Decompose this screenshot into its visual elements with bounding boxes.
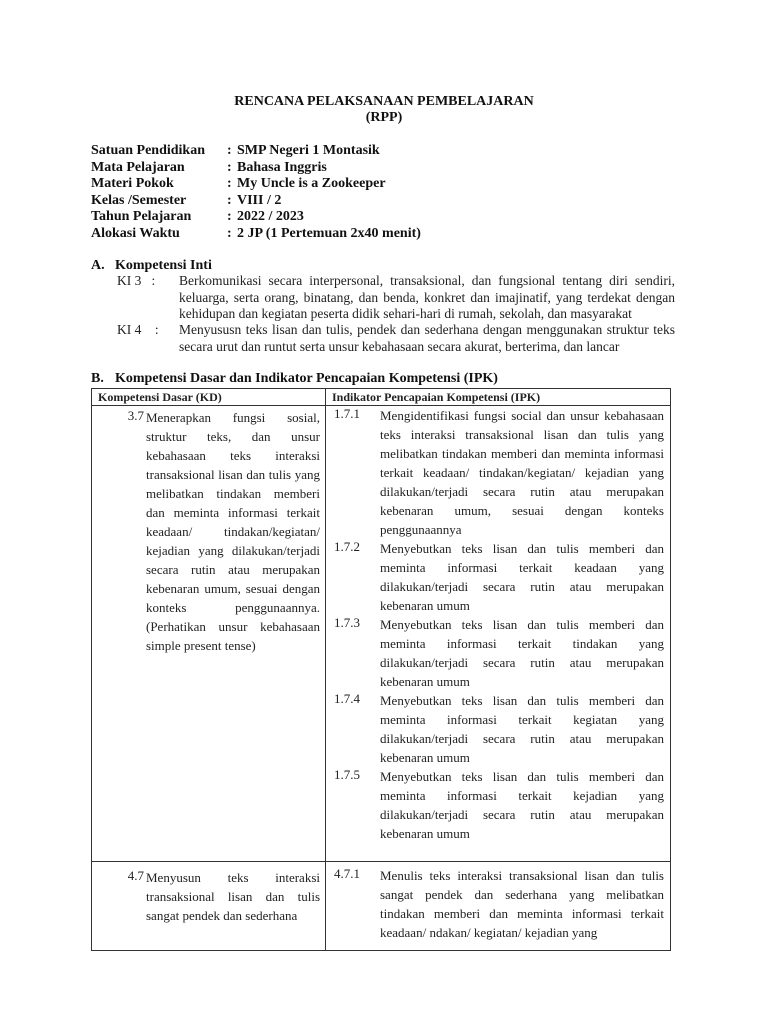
info-label: Satuan Pendidikan [91, 143, 205, 158]
identity-block [91, 143, 421, 242]
info-value: My Uncle is a Zookeeper [237, 176, 386, 191]
info-colon: : [227, 192, 232, 208]
ipk-text: Menyebutkan teks lisan dan tulis memberi dan meminta informasi terkait keadaan yang dilakukan/terjadi secara rutin atau merupakan kebenaran umum [380, 541, 664, 613]
info-row [91, 209, 421, 226]
info-label: Tahun Pelajaran [91, 209, 192, 224]
kd-number: 3.7 [127, 408, 144, 423]
table-row [92, 406, 671, 862]
info-colon: : [227, 176, 232, 191]
info-value: Bahasa Inggris [237, 159, 327, 175]
kd-text: Menyusun teks interaksi transaksional lisan dan tulis sangat pendek dan sederhana [146, 870, 320, 923]
table-header-kd: Kompetensi Dasar (KD) [92, 389, 326, 406]
kd-cell [92, 406, 326, 862]
ipk-cell [326, 406, 671, 862]
ki-text: Menyususn teks lisan dan tulis, pendek dan sederhana dengan menggunakan struktur teks secara urut dan runtut serta unsur kebahasaan secara akurat, berterima, dan lancar [179, 322, 675, 354]
info-colon: : [227, 209, 232, 224]
ipk-number: 1.7.3 [334, 615, 360, 630]
ipk-number: 1.7.4 [334, 691, 360, 706]
info-row [91, 193, 421, 210]
info-value: SMP Negeri 1 Montasik [237, 143, 380, 158]
section-a-heading [91, 258, 212, 274]
section-letter: A. [91, 258, 105, 273]
section-title: Kompetensi Inti [115, 258, 212, 273]
ki-code: KI 3 : [117, 273, 156, 288]
ipk-number: 4.7.1 [334, 866, 360, 881]
info-row [91, 143, 421, 160]
table-header-ipk: Indikator Pencapaian Kompetensi (IPK) [326, 389, 671, 406]
info-row [91, 176, 421, 193]
info-label: Mata Pelajaran [91, 159, 185, 175]
ipk-number: 1.7.5 [334, 767, 360, 782]
ipk-item [326, 615, 670, 691]
ipk-item [326, 406, 670, 539]
ipk-text: Menulis teks interaksi transaksional lisan dan tulis sangat pendek dan sederhana yang melibatkan tindakan memberi dan meminta informasi terkait keadaan/ ndakan/ kegiatan/ kejadian yang [380, 868, 664, 940]
ipk-item [326, 539, 670, 615]
ipk-text: Mengidentifikasi fungsi social dan unsur kebahasaan teks interaksi transaksional lisan dan tulis yang melibatkan tindakan memberi dan meminta informasi terkait keadaan/ tindakan/kegiatan/ kejadian yang dilakukan/terjadi secara rutin atau merupakan kebenaran umum, sesuai dengan konteks penggunaannya [380, 408, 664, 537]
ki-item [117, 322, 677, 356]
info-colon: : [227, 225, 232, 241]
section-letter: B. [91, 371, 104, 386]
info-value: 2022 / 2023 [237, 209, 304, 224]
competency-table [91, 388, 671, 951]
info-value: 2 JP (1 Pertemuan 2x40 menit) [237, 225, 421, 241]
section-title: Kompetensi Dasar dan Indikator Pencapaian Kompetensi (IPK) [115, 371, 498, 386]
info-label: Materi Pokok [91, 176, 174, 191]
kd-text: Menerapkan fungsi sosial, struktur teks, dan unsur kebahasaan teks interaksi transaksional lisan dan tulis yang melibatkan tindakan memberi dan meminta informasi terkait keadaan/ tindakan/kegiatan/ kejadian yang dilakukan/terjadi secara rutin atau merupakan kebenaran umum, sesuai dengan konteks penggunaannya. (Perhatikan unsur kebahasaan simple present tense) [146, 410, 320, 653]
ipk-item [326, 767, 670, 843]
info-colon: : [227, 159, 232, 175]
table-header-row [92, 389, 671, 406]
ipk-number: 1.7.2 [334, 539, 360, 554]
document-title: RENCANA PELAKSANAAN PEMBELAJARAN [234, 94, 534, 109]
info-value: VIII / 2 [237, 192, 282, 208]
ipk-text: Menyebutkan teks lisan dan tulis memberi dan meminta informasi terkait kegiatan yang dilakukan/terjadi secara rutin atau merupakan kebenaran umum [380, 693, 664, 765]
ipk-cell [326, 862, 671, 951]
ipk-text: Menyebutkan teks lisan dan tulis memberi dan meminta informasi terkait kejadian yang dilakukan/terjadi secara rutin atau merupakan kebenaran umum [380, 769, 664, 841]
kd-cell [92, 862, 326, 951]
info-row [91, 160, 421, 177]
info-row [91, 226, 421, 243]
ipk-item [326, 691, 670, 767]
ki-text: Berkomunikasi secara interpersonal, transaksional, dan fungsional tentang diri sendiri, keluarga, serta orang, binatang, dan benda, konkret dan imajinatif, yang terdekat dengan kehidupan dan kegiatan peserta didik sehari-hari di rumah, sekolah, dan masyarakat [179, 273, 675, 321]
info-colon: : [227, 143, 232, 158]
info-label: Kelas /Semester [91, 192, 187, 208]
info-label: Alokasi Waktu [91, 225, 180, 241]
ipk-number: 1.7.1 [334, 406, 360, 421]
ipk-text: Menyebutkan teks lisan dan tulis memberi dan meminta informasi terkait tindakan yang dilakukan/terjadi secara rutin atau merupakan kebenaran umum [380, 617, 664, 689]
ipk-item [326, 866, 670, 942]
document-subtitle: (RPP) [365, 110, 403, 125]
ki-item [117, 273, 677, 323]
section-b-heading [91, 371, 498, 387]
ki-code: KI 4 : [117, 322, 159, 337]
kd-number: 4.7 [127, 868, 144, 883]
table-row [92, 862, 671, 951]
